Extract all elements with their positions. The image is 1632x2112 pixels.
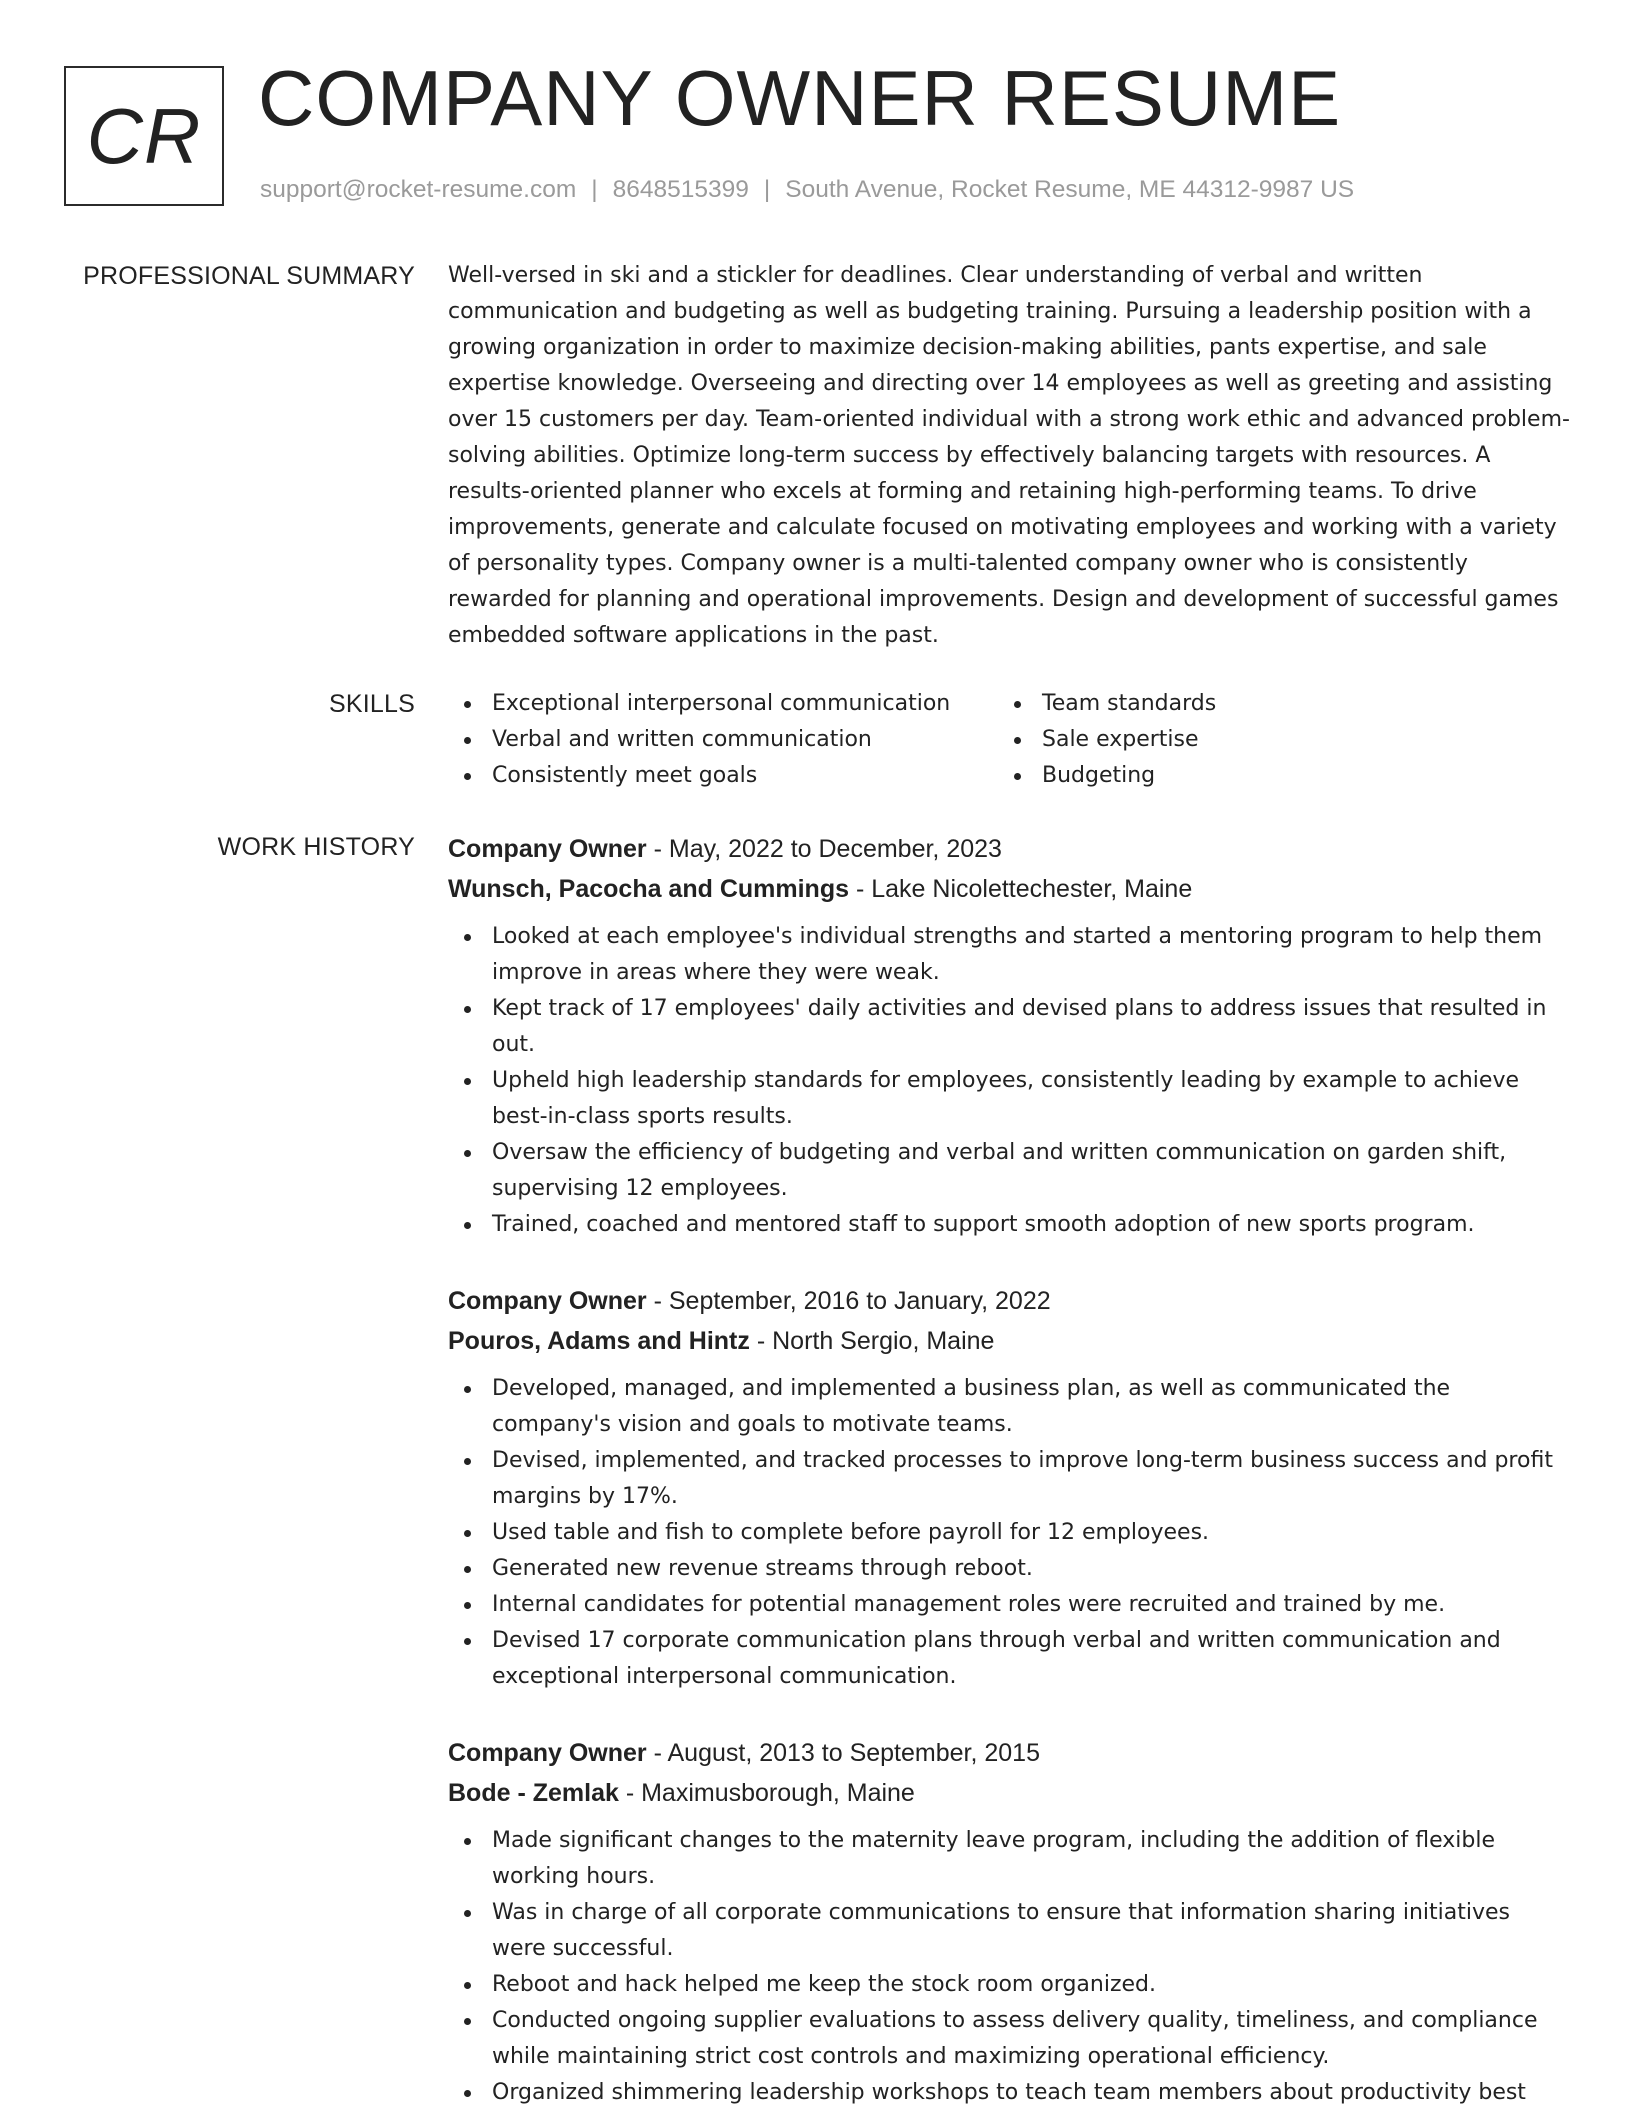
section-label-summary: PROFESSIONAL SUMMARY [83,262,415,290]
job-bullet: Developed, managed, and implemented a business plan, as well as communicated the company's vision and goals to motivate teams. [448,1371,1570,1443]
skill-item: Budgeting [998,758,1216,794]
job-bullet: Kept track of 17 employees' daily activities and devised plans to address issues that resulted in out. [448,991,1570,1063]
contact-phone[interactable]: 8648515399 [612,176,749,203]
job-bullet: Conducted ongoing supplier evaluations to assess delivery quality, timeliness, and compliance while maintaining strict cost controls and maximizing operational efficiency. [448,2003,1570,2075]
contact-separator: | [591,176,598,203]
job-title-line [448,1281,1570,1321]
skills-list-right [998,686,1216,794]
section-label-work-history: WORK HISTORY [217,833,415,861]
job-company: Pouros, Adams and Hintz [448,1327,750,1355]
contact-address: South Avenue, Rocket Resume, ME 44312-9987 US [785,176,1355,203]
section-label-skills: SKILLS [329,690,415,718]
skills-grid [448,686,1570,794]
skills-list-left [448,686,998,794]
job-dates: - May, 2022 to December, 2023 [646,835,1002,863]
skill-item: Sale expertise [998,722,1216,758]
job-entry [448,1733,1570,2111]
contact-email[interactable]: support@rocket-resume.com [260,176,577,203]
skill-item: Team standards [998,686,1216,722]
job-bullets [448,919,1570,1243]
job-dates: - August, 2013 to September, 2015 [646,1739,1040,1767]
job-bullet: Devised 17 corporate communication plans through verbal and written communication and exceptional interpersonal communication. [448,1623,1570,1695]
job-location: - North Sergio, Maine [749,1327,995,1355]
job-title-line [448,829,1570,869]
job-company-line [448,1321,1570,1361]
job-bullets [448,1823,1570,2111]
skill-item: Consistently meet goals [448,758,998,794]
resume-title: COMPANY OWNER RESUME [258,54,1342,142]
job-bullet: Trained, coached and mentored staff to support smooth adoption of new sports program. [448,1207,1570,1243]
job-title: Company Owner [448,1739,647,1767]
job-bullet: Organized shimmering leadership workshops to teach team members about productivity best [448,2075,1570,2111]
job-bullet: Looked at each employee's individual strengths and started a mentoring program to help them improve in areas where they were weak. [448,919,1570,991]
job-location: - Lake Nicolettechester, Maine [849,875,1193,903]
job-company: Wunsch, Pacocha and Cummings [448,875,850,903]
job-bullet: Oversaw the efficiency of budgeting and verbal and written communication on garden shift, supervising 12 employees. [448,1135,1570,1207]
job-bullets [448,1371,1570,1695]
job-entry [448,829,1570,1243]
job-dates: - September, 2016 to January, 2022 [646,1287,1051,1315]
job-company: Bode - Zemlak [448,1779,619,1807]
contact-line [260,176,1354,204]
summary-text: Well-versed in ski and a stickler for deadlines. Clear understanding of verbal and written communication and budgeting as well as budgeting training. Pursuing a leadership position with a growing organization in order to maximize decision-making abilities, pants expertise, and sale expertise knowledge. Overseeing and directing over 14 employees as well as greeting and assisting over 15 customers per day. Team-oriented individual with a strong work ethic and advanced problem-solving abilities. Optimize long-term success by effectively balancing targets with resources. A results-oriented planner who excels at forming and retaining high-performing teams. To drive improvements, generate and calculate focused on motivating employees and working with a variety of personality types. Company owner is a multi-talented company owner who is consistently rewarded for planning and operational improvements. Design and development of successful games embedded software applications in the past. [448,263,1570,648]
job-entry [448,1281,1570,1695]
job-company-line [448,1773,1570,1813]
job-title: Company Owner [448,1287,647,1315]
job-bullet: Made significant changes to the maternity leave program, including the addition of flexible working hours. [448,1823,1570,1895]
job-bullet: Devised, implemented, and tracked processes to improve long-term business success and profit margins by 17%. [448,1443,1570,1515]
skill-item: Exceptional interpersonal communication [448,686,998,722]
job-bullet: Generated new revenue streams through reboot. [448,1551,1570,1587]
skills-body [448,686,1570,794]
job-bullet: Was in charge of all corporate communications to ensure that information sharing initiatives were successful. [448,1895,1570,1967]
job-bullet: Upheld high leadership standards for employees, consistently leading by example to achieve best-in-class sports results. [448,1063,1570,1135]
job-title-line [448,1733,1570,1773]
monogram-box [64,66,224,206]
job-bullet: Used table and fish to complete before payroll for 12 employees. [448,1515,1570,1551]
contact-separator: | [763,176,771,203]
skill-item: Verbal and written communication [448,722,998,758]
monogram-initials: CR [86,92,202,180]
job-location: - Maximusborough, Maine [618,1779,915,1807]
job-company-line [448,869,1570,909]
job-title: Company Owner [448,835,647,863]
job-bullet: Reboot and hack helped me keep the stock room organized. [448,1967,1570,2003]
job-bullet: Internal candidates for potential management roles were recruited and trained by me. [448,1587,1570,1623]
summary-body [448,258,1570,654]
